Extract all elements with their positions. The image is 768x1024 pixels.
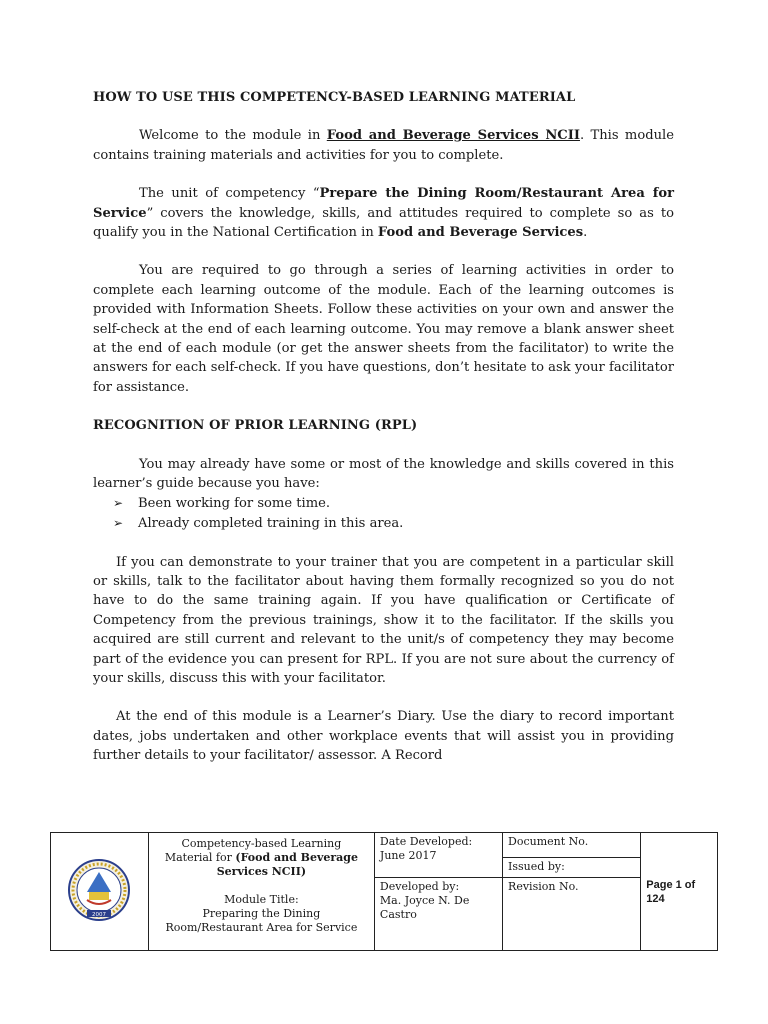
developed-by-cell: Developed by: Ma. Joyce N. De Castro: [374, 878, 502, 951]
revision-number-cell: Revision No.: [503, 878, 641, 951]
paragraph-rpl-intro: You may already have some or most of the knowledge and skills covered in this learner’s guide because you have:: [93, 456, 674, 492]
document-footer-table: [50, 832, 718, 951]
list-item: ➢ Been working for some time.: [113, 494, 674, 514]
arrow-bullet-icon: ➢: [113, 515, 124, 530]
material-title-cell: Competency-based Learning Material for (Food and Beverage Services NCII) Module Title: Preparing the Dining Room/Restaurant Area for Service: [148, 833, 374, 951]
issued-by-label: Issued by:: [508, 860, 565, 873]
list-item: ➢ Already completed training in this area.: [113, 514, 674, 534]
arrow-bullet-icon: ➢: [113, 495, 124, 510]
school-seal-icon: [67, 858, 131, 922]
document-number-cell: Document No. Issued by:: [503, 833, 641, 878]
paragraph-unit-of-competency: The unit of competency “Prepare the Dining Room/Restaurant Area for Service” covers the knowledge, skills, and attitudes required to complete so as to qualify you in the National Certification in Food and Beverage Services.: [93, 186, 674, 241]
school-logo: [51, 833, 149, 951]
section-heading-rpl: RECOGNITION OF PRIOR LEARNING (RPL): [93, 418, 418, 434]
section-heading-how-to-use: HOW TO USE THIS COMPETENCY-BASED LEARNING MATERIAL: [93, 90, 576, 105]
page-number: Page 1 of 124: [641, 833, 718, 951]
unit-title: Prepare the Dining Room/Restaurant Area for Service: [93, 186, 674, 221]
paragraph-learners-diary: At the end of this module is a Learner’s Diary. Use the diary to record important dates, jobs undertaken and other workplace events that will assist you in providing further details to your facilitator/ assessor. A Record: [93, 709, 674, 764]
paragraph-learning-activities: You are required to go through a series of learning activities in order to complete each learning outcome of the module. Each of the learning outcomes is provided with Information Sheets. Follow these activities on your own and answer the self-check at the end of each learning outcome. You may remove a blank answer sheet at the end of each module (or get the answer sheets from the facilitator) to write the answers for each self-check. If you have questions, don’t hesitate to ask your facilitator for assistance.: [93, 263, 674, 395]
paragraph-welcome: Welcome to the module in Food and Beverage Services NCII. This module contains training materials and activities for you to complete.: [93, 128, 674, 163]
course-title: Food and Beverage Services NCII: [326, 128, 580, 144]
document-body: [93, 88, 674, 766]
module-title-label: Module Title:: [224, 893, 299, 906]
certification-name: Food and Beverage Services: [377, 225, 584, 241]
rpl-bullet-list: [93, 494, 674, 534]
date-developed-cell: Date Developed: June 2017: [374, 833, 502, 878]
paragraph-demonstrate-competence: If you can demonstrate to your trainer that you are competent in a particular skill or skills, talk to the facilitator about having them formally recognized so you do not have to do the same training again. If you have qualification or Certificate of Competency from the previous trainings, show it to the facilitator. If the skills you acquired are still current and relevant to the unit/s of competency they may become part of the evidence you can present for RPL. If you are not sure about the currency of your skills, discuss this with your facilitator.: [93, 554, 674, 686]
module-title: Preparing the Dining Room/Restaurant Area for Service: [165, 907, 358, 934]
svg-text:2007: 2007: [92, 911, 107, 918]
